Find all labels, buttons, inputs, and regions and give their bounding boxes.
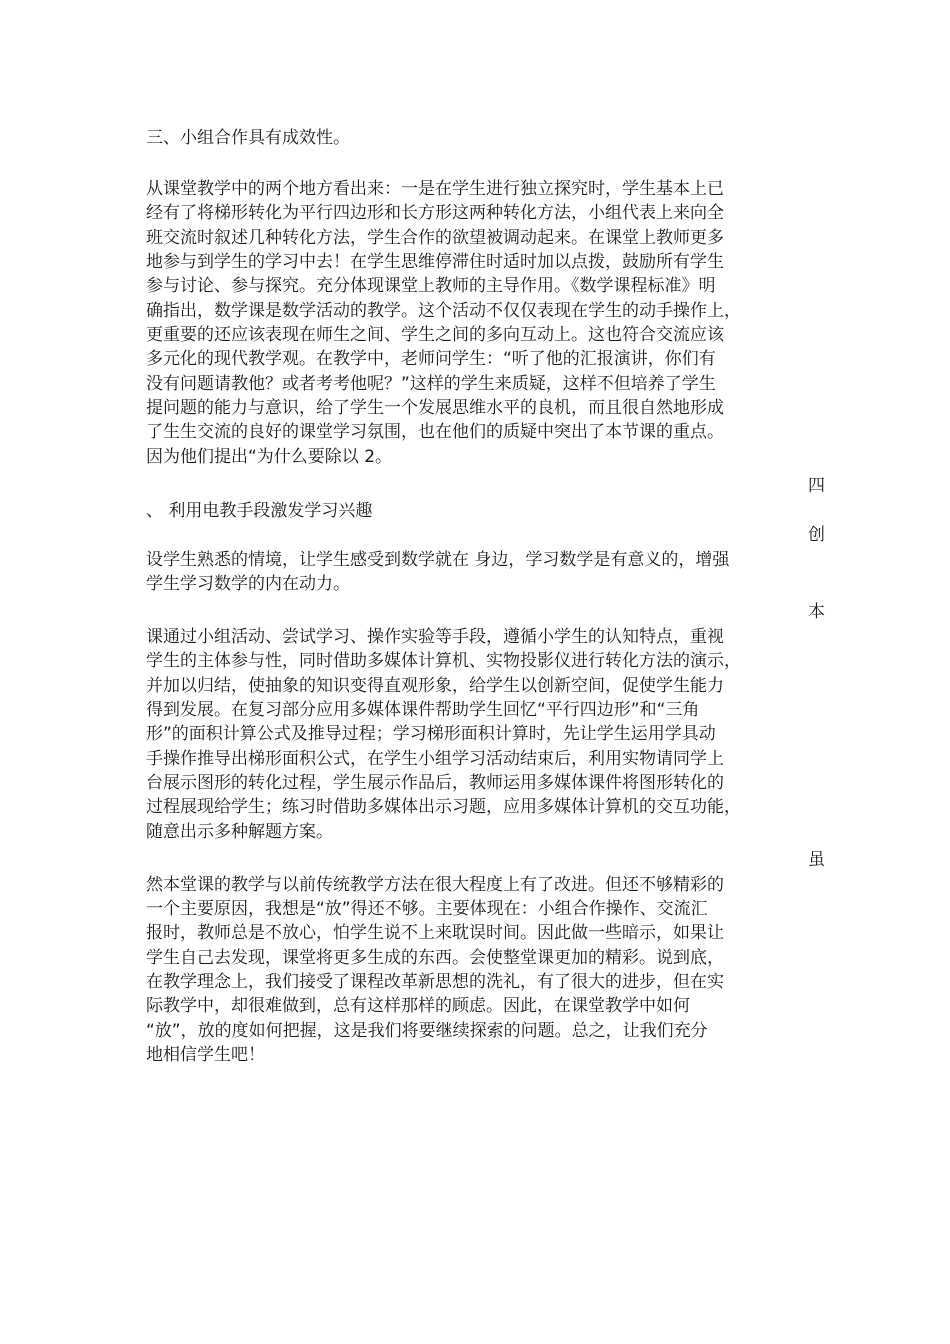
text-line: 从课堂教学中的两个地方看出来：一是在学生进行独立探究时，学生基本上已: [146, 179, 724, 199]
text-line: 更重要的还应该表现在师生之间、学生之间的多向互动上。这也符合交流应该: [146, 325, 724, 345]
text-line: 课通过小组活动、尝试学习、操作实验等手段，遵循小学生的认知特点，重视: [146, 627, 724, 647]
text-line: 得到发展。在复习部分应用多媒体课件帮助学生回忆“平行四边形”和“三角: [146, 700, 700, 720]
text-line: 了生生交流的良好的课堂学习氛围，也在他们的质疑中突出了本节课的重点。: [146, 422, 724, 442]
text-line: 报时，教师总是不放心，怕学生说不上来耽误时间。因此做一些暗示，如果让: [146, 923, 724, 943]
text-line: 地相信学生吧！: [146, 1045, 265, 1065]
text-line: 然本堂课的教学与以前传统教学方法在很大程度上有了改进。但还不够精彩的: [146, 875, 724, 895]
section-heading-4: 、 利用电教手段激发学习兴趣: [146, 501, 373, 521]
paragraph-first-char: 本: [808, 602, 825, 622]
text-line: 提问题的能力与意识，给了学生一个发展思维水平的良机，而且很自然地形成: [146, 398, 724, 418]
text-line: 际教学中，却很难做到，总有这样那样的顾虑。因此，在课堂教学中如何: [146, 996, 690, 1016]
text-line: “放”，放的度如何把握，这是我们将要继续探索的问题。总之，让我们充分: [146, 1021, 708, 1041]
text-line: 并加以归结，使抽象的知识变得直观形象，给学生以创新空间，促使学生能力: [146, 676, 724, 696]
text-line: 因为他们提出“为什么要除以 2。: [146, 447, 393, 467]
text-line: 形”的面积计算公式及推导过程；学习梯形面积计算时，先让学生运用学具动: [146, 724, 716, 744]
text-line: 经有了将梯形转化为平行四边形和长方形这两种转化方法，小组代表上来向全: [146, 203, 724, 223]
text-line: 台展示图形的转化过程，学生展示作品后，教师运用多媒体课件将图形转化的: [146, 773, 724, 793]
text-line: 过程展现给学生；练习时借助多媒体出示习题，应用多媒体计算机的交互功能，: [146, 797, 741, 817]
section-heading-3: 三、小组合作具有成效性。: [146, 128, 350, 148]
text-line: 手操作推导出梯形面积公式，在学生小组学习活动结束后，利用实物请同学上: [146, 749, 724, 769]
text-line: 随意出示多种解题方案。: [146, 822, 333, 842]
text-line: 在教学理念上，我们接受了课程改革新思想的洗礼，有了很大的进步，但在实: [146, 972, 724, 992]
text-line: 一个主要原因，我想是“放”得还不够。主要体现在：小组合作操作、交流汇: [146, 899, 708, 919]
text-line: 学生学习数学的内在动力。: [146, 574, 350, 594]
text-line: 学生的主体参与性，同时借助多媒体计算机、实物投影仪进行转化方法的演示，: [146, 651, 741, 671]
paragraph-first-char: 虽: [808, 850, 825, 870]
paragraph-first-char: 创: [808, 525, 825, 545]
text-line: 设学生熟悉的情境，让学生感受到数学就在 身边，学习数学是有意义的，增强: [146, 550, 730, 570]
text-line: 没有问题请教他？或者考考他呢？”这样的学生来质疑，这样不但培养了学生: [146, 374, 716, 394]
text-line: 确指出，数学课是数学活动的教学。这个活动不仅仅表现在学生的动手操作上，: [146, 301, 741, 321]
text-line: 地参与到学生的学习中去！在学生思维停滞住时适时加以点拨，鼓励所有学生: [146, 252, 724, 272]
section-heading-4-number: 四: [808, 476, 825, 496]
text-line: 班交流时叙述几种转化方法，学生合作的欲望被调动起来。在课堂上教师更多: [146, 228, 724, 248]
text-line: 参与讨论、参与探究。充分体现课堂上教师的主导作用。《数学课程标准》明: [146, 276, 716, 296]
text-line: 学生自己去发现，课堂将更多生成的东西。会使整堂课更加的精彩。说到底，: [146, 948, 724, 968]
text-line: 多元化的现代教学观。在教学中，老师问学生：“听了他的汇报演讲，你们有: [146, 349, 716, 369]
